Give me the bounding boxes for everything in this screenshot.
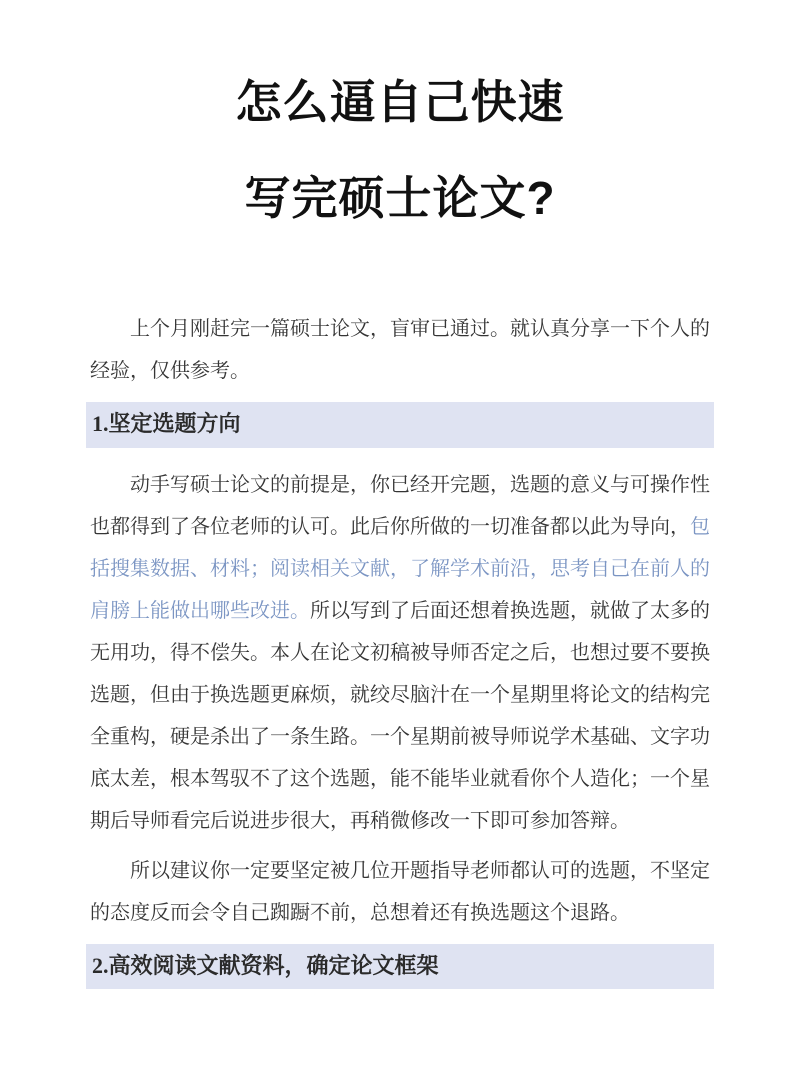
article-title-line-1: 怎么逼自己快速	[235, 76, 565, 128]
section-2-heading: 2.高效阅读文献资料，确定论文框架	[86, 944, 714, 990]
topic-text-after-highlight: 所以写到了后面还想着换选题，就做了太多的无用功，得不偿失。本人在论文初稿被导师否定之后，也想过要不要换选题，但由于换选题更麻烦，就绞尽脑汁在一个星期里将论文的结构完全重构，硬是杀出了一条生路。一个星期前被导师说学术基础、文字功底太差，根本驾驭不了这个选题，能不能毕业就看你个人造化；一个星期后导师看完后说进步很大，再稍微修改一下即可参加答辩。	[90, 599, 710, 832]
topic-text-before-highlight: 动手写硕士论文的前提是，你已经开完题，选题的意义与可操作性也都得到了各位老师的认可。此后你所做的一切准备都以此为导向，	[90, 473, 710, 538]
topic-paragraph	[90, 464, 710, 842]
article-body	[90, 308, 710, 989]
highlighted-text: 包括搜集数据、材料；阅读相关文献，了解学术前沿，思考自己在前人的肩膀上能做出哪些改进。	[90, 515, 710, 622]
article-title	[0, 0, 800, 246]
section-1-heading: 1.坚定选题方向	[86, 402, 714, 448]
intro-paragraph: 上个月刚赶完一篇硕士论文，盲审已通过。就认真分享一下个人的经验，仅供参考。	[90, 318, 710, 382]
article-title-line-2: 写完硕士论文?	[244, 172, 556, 224]
advice-paragraph: 所以建议你一定要坚定被几位开题指导老师都认可的选题，不坚定的态度反而会令自己踟蹰不前，总想着还有换选题这个退路。	[90, 859, 710, 924]
